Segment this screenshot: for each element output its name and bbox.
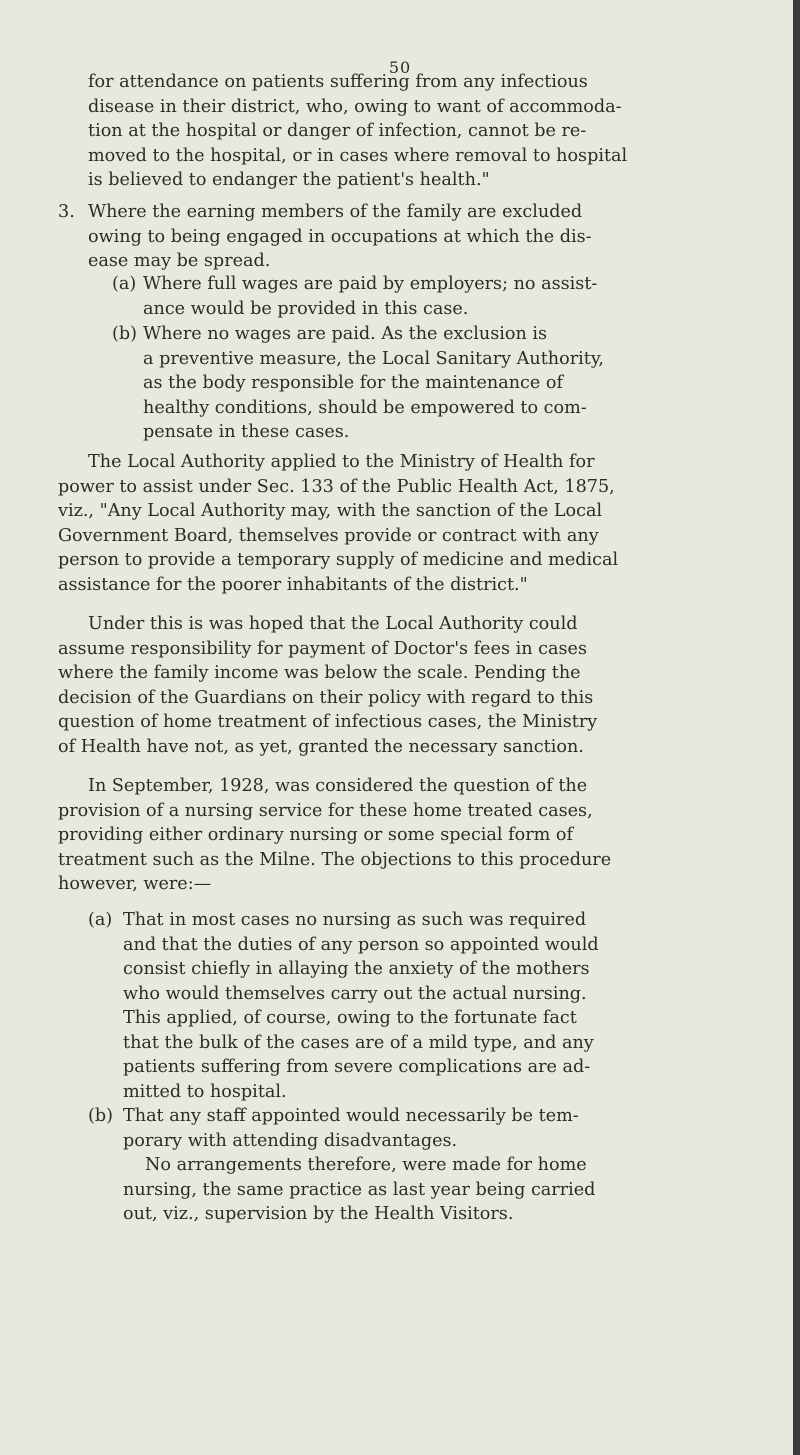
text-line: disease in their district, who, owing to want of accommoda- [88,96,622,117]
text-line: that the bulk of the cases are of a mild type, and any [123,1032,594,1053]
text-line: out, viz., supervision by the Health Visitors. [123,1204,514,1224]
text-line: patients suffering from severe complications are ad- [123,1057,591,1077]
page-number: 50 [388,58,412,77]
text-line: Government Board, themselves provide or contract with any [58,525,599,546]
text-line: assistance for the poorer inhabitants of the district." [58,574,528,595]
item-3b-text [143,322,793,445]
text-line: healthy conditions, should be empowered to com- [143,397,587,418]
item-3b-marker: (b) [112,324,137,344]
text-line: pensate in these cases. [143,422,350,442]
intro-paragraph [88,70,793,193]
text-line: consist chiefly in allaying the anxiety of the mothers [123,959,590,979]
text-line: and that the duties of any person so appointed would [123,934,599,955]
text-line: assume responsibility for payment of Doctor's fees in cases [58,638,587,659]
text-line: That in most cases no nursing as such was required [123,910,587,930]
text-line: a preventive measure, the Local Sanitary Authority, [143,348,605,369]
text-line: where the family income was below the scale. Pending the [58,663,581,683]
text-line: ance would be provided in this case. [143,298,469,319]
text-line: The Local Authority applied to the Ministry of Health for [88,452,595,472]
text-line: owing to being engaged in occupations at which the dis- [88,226,592,247]
text-line: porary with attending disadvantages. [123,1130,458,1151]
text-line: Where no wages are paid. As the exclusion is [143,324,548,344]
text-line: power to assist under Sec. 133 of the Public Health Act, 1875, [58,476,615,497]
text-line: This applied, of course, owing to the fortunate fact [123,1008,577,1028]
text-line: Under this is was hoped that the Local Authority could [88,614,578,634]
objection-b-marker: (b) [88,1106,113,1126]
text-line: for attendance on patients suffering from any infectious [88,72,588,92]
text-line: provision of a nursing service for these home treated cases, [58,800,593,821]
item-3-text [88,200,793,274]
item-3a-text [143,272,793,321]
page-edge-shadow [793,0,800,1455]
conclusion-paragraph [123,1153,793,1227]
text-line: nursing, the same practice as last year being carried [123,1179,596,1200]
text-line: providing either ordinary nursing or some special form of [58,825,574,845]
under-paragraph [58,612,793,759]
text-line: however, were:— [58,874,212,894]
item-3a-marker: (a) [112,274,137,294]
text-line: who would themselves carry out the actual nursing. [123,983,587,1004]
objection-b-text [123,1104,793,1153]
text-line: treatment such as the Milne. The objections to this procedure [58,849,612,870]
text-line: Where full wages are paid by employers; no assist- [143,274,598,294]
text-line: tion at the hospital or danger of infection, cannot be re- [88,121,587,141]
text-line: as the body responsible for the maintenance of [143,373,563,393]
text-line: mitted to hospital. [123,1081,287,1102]
text-line: is believed to endanger the patient's health." [88,170,490,190]
text-line: question of home treatment of infectious cases, the Ministry [58,712,598,732]
september-paragraph [58,774,793,897]
text-line: In September, 1928, was considered the question of the [88,776,588,796]
ministry-paragraph [58,450,793,597]
text-line: person to provide a temporary supply of medicine and medical [58,550,619,570]
text-line: ease may be spread. [88,251,271,271]
text-line: viz., "Any Local Authority may, with the sanction of the Local [58,501,603,521]
text-line: decision of the Guardians on their policy with regard to this [58,687,594,708]
item-3-marker: 3. [58,202,75,222]
objection-a-text [123,908,793,1104]
text-line: Where the earning members of the family are excluded [88,202,583,222]
text-line: of Health have not, as yet, granted the necessary sanction. [58,736,584,757]
objection-a-marker: (a) [88,910,113,930]
text-line: moved to the hospital, or in cases where removal to hospital [88,145,628,166]
text-line: No arrangements therefore, were made for home [145,1155,587,1175]
text-line: That any staff appointed would necessarily be tem- [123,1106,579,1126]
